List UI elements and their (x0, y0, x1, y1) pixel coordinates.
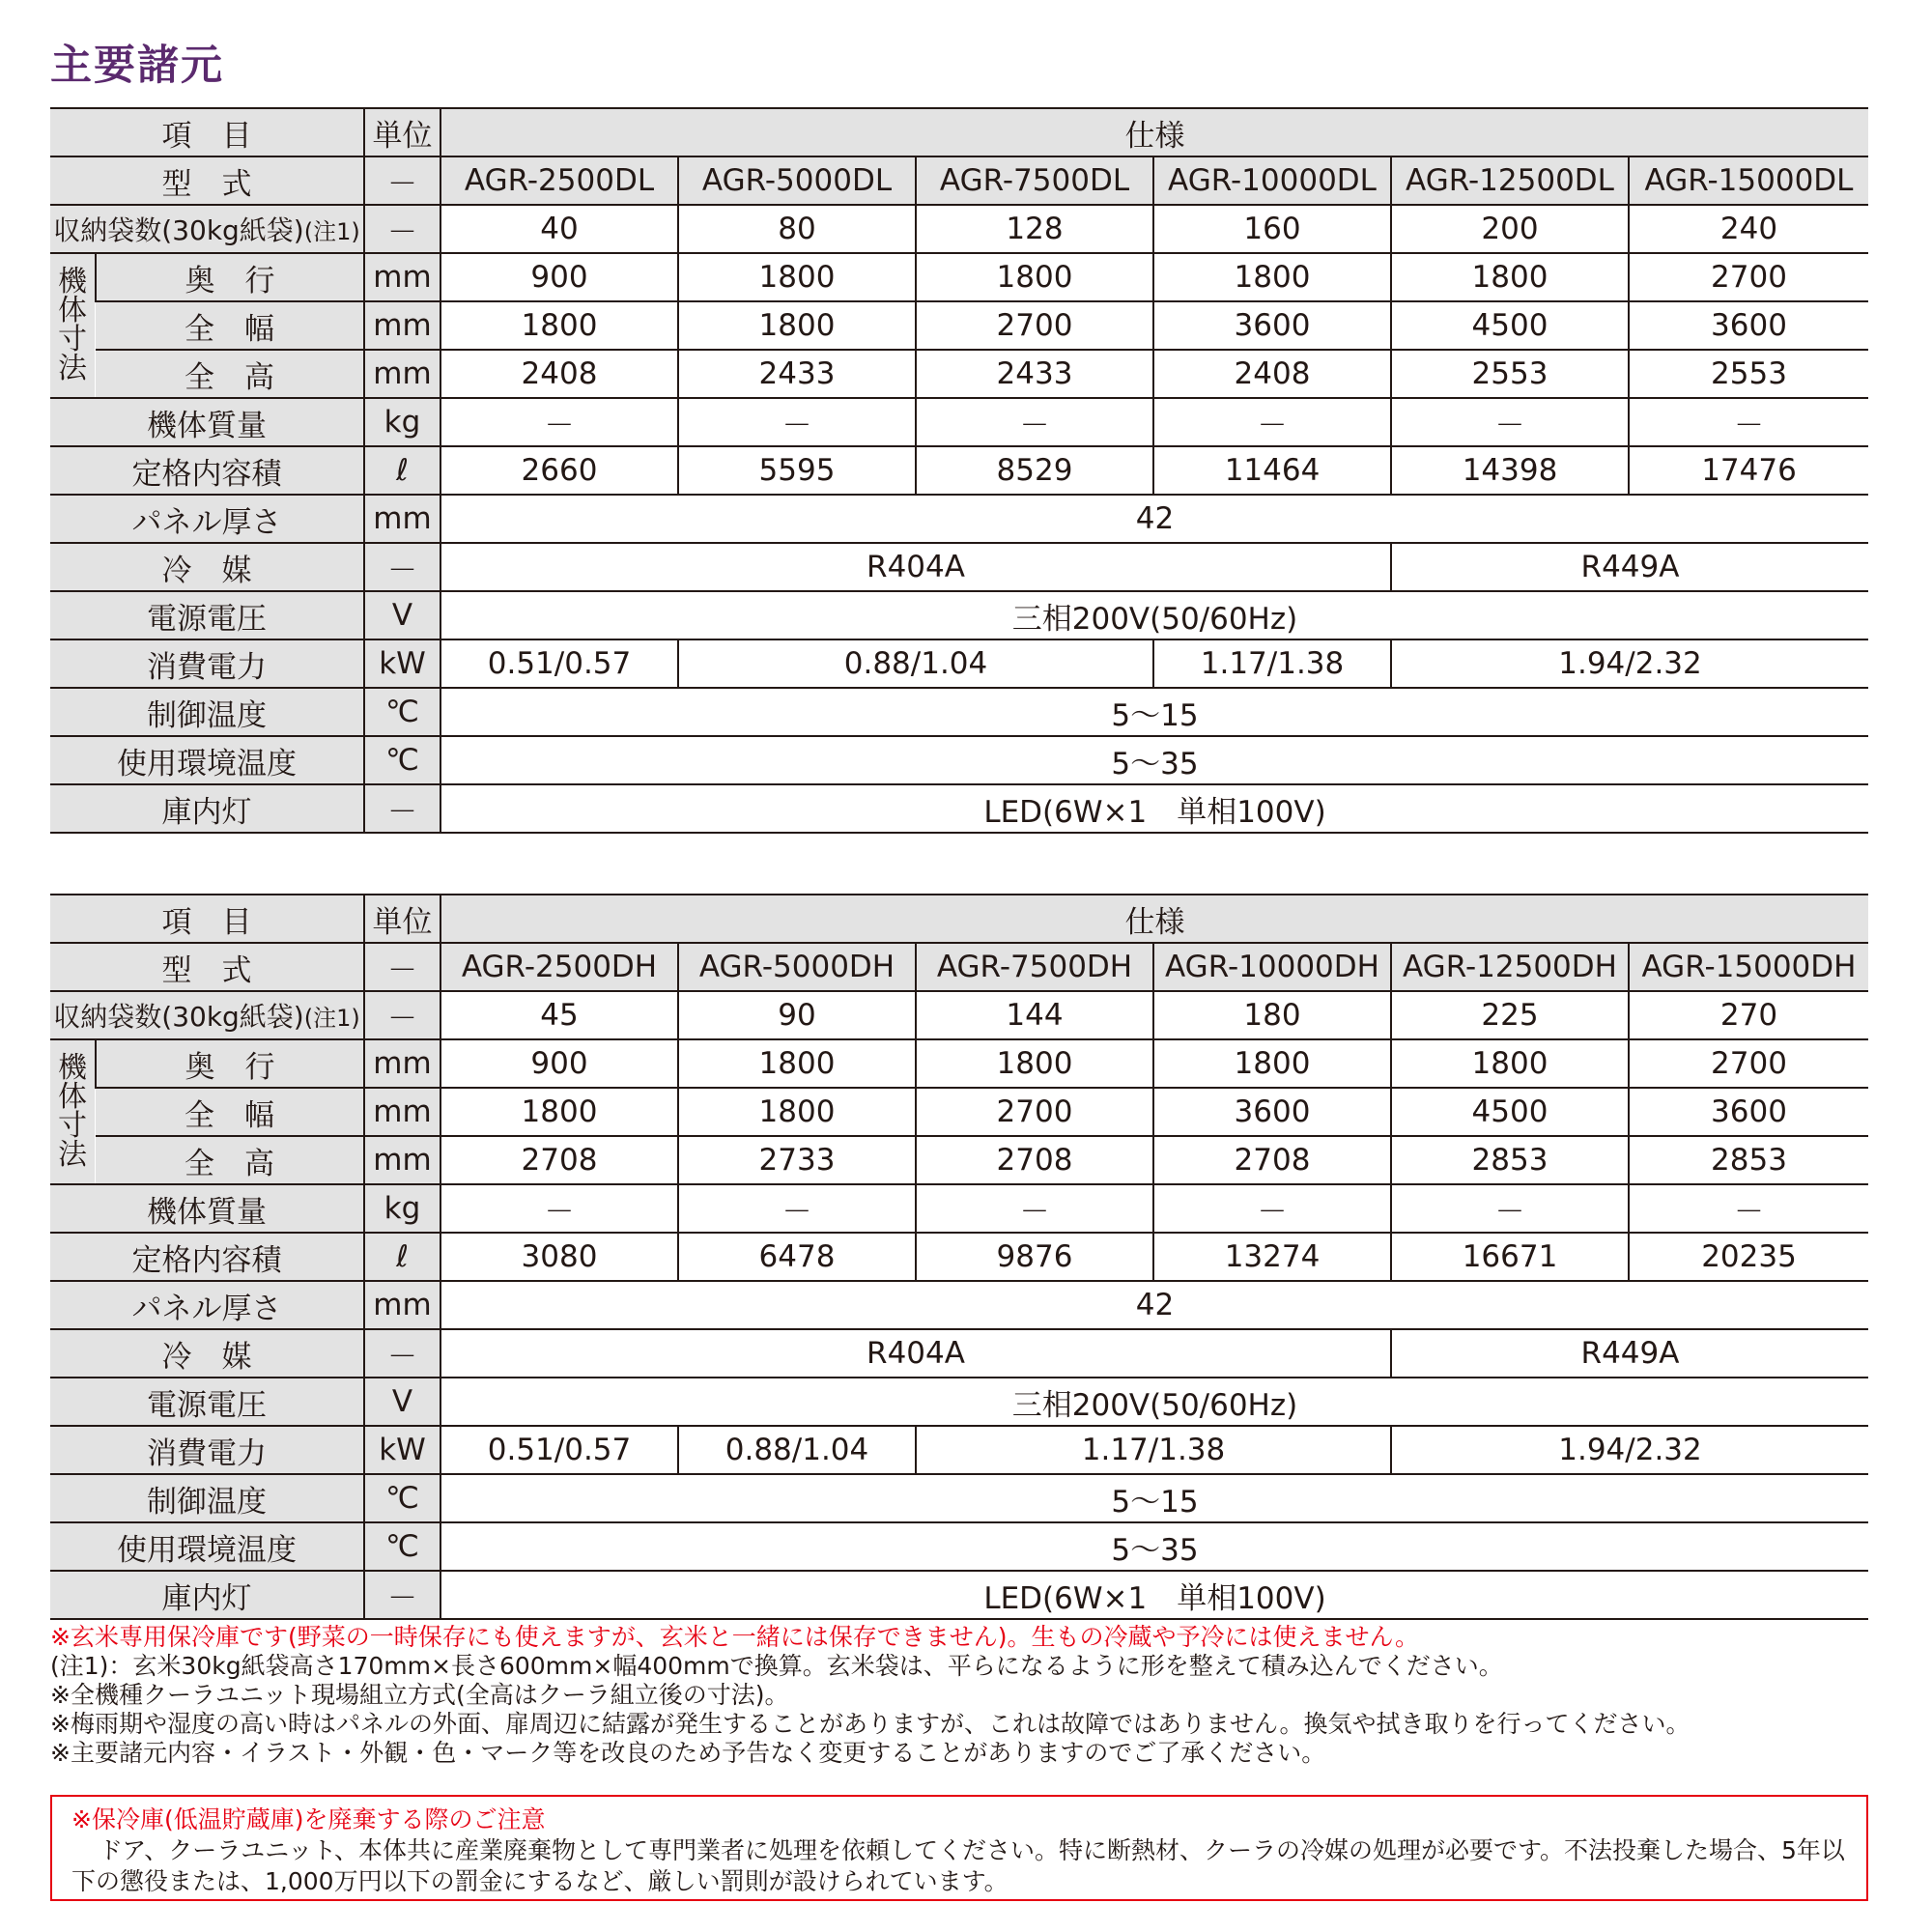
voltage-value: 三相200V(50/60Hz) (440, 591, 1868, 639)
width-value: 3600 (1629, 301, 1868, 350)
mass-value: － (678, 1184, 916, 1233)
depth-value: 900 (440, 253, 678, 301)
bags-unit: － (364, 991, 440, 1039)
mass-value: － (1629, 398, 1868, 446)
refrigerant-row (50, 1329, 1868, 1378)
power-unit: kW (364, 1426, 440, 1474)
width-value: 1800 (678, 1088, 916, 1136)
volume-value: 6478 (678, 1233, 916, 1281)
height-row (50, 350, 1868, 398)
model-name: AGR-5000DL (678, 156, 916, 205)
note-2: ※全機種クーラユニット現場組立方式(全高はクーラ組立後の寸法)。 (50, 1681, 789, 1709)
depth-value: 2700 (1629, 253, 1868, 301)
model-name: AGR-5000DH (678, 943, 916, 991)
voltage-row (50, 1378, 1868, 1426)
model-name: AGR-7500DH (916, 943, 1153, 991)
width-row (50, 301, 1868, 350)
voltage-unit: V (364, 1378, 440, 1426)
depth-label: 奥 行 (96, 1039, 364, 1088)
power-row (50, 639, 1868, 688)
width-value: 1800 (440, 1088, 678, 1136)
env-temp-label: 使用環境温度 (50, 736, 364, 784)
volume-value: 17476 (1629, 446, 1868, 495)
refrigerant-value-a: R404A (440, 1329, 1391, 1378)
bags-unit: － (364, 205, 440, 253)
voltage-value: 三相200V(50/60Hz) (440, 1378, 1868, 1426)
bags-value: 80 (678, 205, 916, 253)
control-temp-label: 制御温度 (50, 688, 364, 736)
bags-value: 40 (440, 205, 678, 253)
width-unit: mm (364, 301, 440, 350)
env-temp-label: 使用環境温度 (50, 1522, 364, 1571)
power-value: 0.51/0.57 (440, 1426, 678, 1474)
depth-value: 1800 (1153, 1039, 1391, 1088)
mass-value: － (1629, 1184, 1868, 1233)
depth-value: 1800 (916, 253, 1153, 301)
power-unit: kW (364, 639, 440, 688)
env-temp-unit: ℃ (364, 1522, 440, 1571)
height-value: 2853 (1629, 1136, 1868, 1184)
height-row (50, 1136, 1868, 1184)
power-value: 1.94/2.32 (1391, 639, 1868, 688)
depth-label: 奥 行 (96, 253, 364, 301)
env-temp-row (50, 736, 1868, 784)
bags-value: 225 (1391, 991, 1629, 1039)
model-name: AGR-12500DH (1391, 943, 1629, 991)
voltage-label: 電源電圧 (50, 1378, 364, 1426)
refrigerant-value-b: R449A (1391, 543, 1868, 591)
volume-value: 3080 (440, 1233, 678, 1281)
unit-header: 単位 (364, 108, 440, 156)
bags-label: 収納袋数(30kg紙袋)(注1) (50, 991, 364, 1039)
lamp-label: 庫内灯 (50, 784, 364, 833)
model-name: AGR-15000DH (1629, 943, 1868, 991)
mass-value: － (678, 398, 916, 446)
width-value: 4500 (1391, 301, 1629, 350)
bags-value: 180 (1153, 991, 1391, 1039)
panel-label: パネル厚さ (50, 1281, 364, 1329)
lamp-label: 庫内灯 (50, 1571, 364, 1619)
dimensions-group-label: 機 体 寸 法 (50, 253, 96, 398)
bags-value: 90 (678, 991, 916, 1039)
volume-value: 2660 (440, 446, 678, 495)
lamp-unit: － (364, 784, 440, 833)
volume-label: 定格内容積 (50, 1233, 364, 1281)
bags-value: 144 (916, 991, 1153, 1039)
volume-value: 5595 (678, 446, 916, 495)
control-temp-row (50, 688, 1868, 736)
bags-value: 160 (1153, 205, 1391, 253)
height-value: 2708 (1153, 1136, 1391, 1184)
height-label: 全 高 (96, 350, 364, 398)
width-value: 3600 (1629, 1088, 1868, 1136)
panel-unit: mm (364, 495, 440, 543)
model-name: AGR-10000DL (1153, 156, 1391, 205)
volume-value: 13274 (1153, 1233, 1391, 1281)
depth-value: 1800 (916, 1039, 1153, 1088)
lamp-unit: － (364, 1571, 440, 1619)
volume-row (50, 446, 1868, 495)
panel-unit: mm (364, 1281, 440, 1329)
panel-value: 42 (440, 1281, 1868, 1329)
height-value: 2853 (1391, 1136, 1629, 1184)
volume-value: 8529 (916, 446, 1153, 495)
power-label: 消費電力 (50, 1426, 364, 1474)
width-value: 1800 (678, 301, 916, 350)
depth-value: 1800 (678, 253, 916, 301)
width-value: 3600 (1153, 1088, 1391, 1136)
disposal-title: ※保冷庫(低温貯蔵庫)を廃棄する際のご注意 (71, 1805, 546, 1833)
mass-value: － (916, 398, 1153, 446)
height-label: 全 高 (96, 1136, 364, 1184)
model-name: AGR-2500DL (440, 156, 678, 205)
volume-label: 定格内容積 (50, 446, 364, 495)
refrigerant-label: 冷 媒 (50, 1329, 364, 1378)
height-value: 2708 (916, 1136, 1153, 1184)
volume-row (50, 1233, 1868, 1281)
width-value: 2700 (916, 1088, 1153, 1136)
power-label: 消費電力 (50, 639, 364, 688)
model-row (50, 156, 1868, 205)
depth-value: 900 (440, 1039, 678, 1088)
width-value: 2700 (916, 301, 1153, 350)
panel-row (50, 1281, 1868, 1329)
refrigerant-label: 冷 媒 (50, 543, 364, 591)
height-value: 2408 (440, 350, 678, 398)
unit-header: 単位 (364, 895, 440, 943)
width-value: 3600 (1153, 301, 1391, 350)
note-red: ※玄米専用保冷庫です(野菜の一時保存にも使えますが、玄米と一緒には保存できません)。生もの冷蔵や予冷には使えません。 (50, 1623, 1419, 1651)
height-value: 2408 (1153, 350, 1391, 398)
height-value: 2553 (1629, 350, 1868, 398)
note-3: ※梅雨期や湿度の高い時はパネルの外面、扉周辺に結露が発生することがありますが、これは故障ではありません。換気や拭き取りを行ってください。 (50, 1710, 1690, 1738)
model-name: AGR-7500DL (916, 156, 1153, 205)
bags-value: 45 (440, 991, 678, 1039)
item-header: 項 目 (50, 895, 364, 943)
depth-value: 2700 (1629, 1039, 1868, 1088)
width-label: 全 幅 (96, 301, 364, 350)
voltage-label: 電源電圧 (50, 591, 364, 639)
volume-value: 11464 (1153, 446, 1391, 495)
volume-value: 14398 (1391, 446, 1629, 495)
control-temp-unit: ℃ (364, 688, 440, 736)
volume-value: 20235 (1629, 1233, 1868, 1281)
mass-row (50, 1184, 1868, 1233)
control-temp-row (50, 1474, 1868, 1522)
mass-value: － (916, 1184, 1153, 1233)
panel-row (50, 495, 1868, 543)
refrigerant-row (50, 543, 1868, 591)
spec-table-dl (50, 107, 1868, 834)
control-temp-value: 5〜15 (440, 1474, 1868, 1522)
mass-unit: kg (364, 1184, 440, 1233)
bags-label: 収納袋数(30kg紙袋)(注1) (50, 205, 364, 253)
power-value: 1.17/1.38 (916, 1426, 1391, 1474)
bags-value: 270 (1629, 991, 1868, 1039)
volume-unit: ℓ (364, 446, 440, 495)
lamp-value: LED(6W×1 単相100V) (440, 1571, 1868, 1619)
mass-value: － (1153, 398, 1391, 446)
model-name: AGR-12500DL (1391, 156, 1629, 205)
note-1: (注1)：玄米30kg紙袋高さ170mm×長さ600mm×幅400mmで換算。玄米袋は、平らになるように形を整えて積み込んでください。 (50, 1652, 1503, 1680)
refrigerant-unit: － (364, 543, 440, 591)
model-row (50, 943, 1868, 991)
power-value: 1.94/2.32 (1391, 1426, 1868, 1474)
spec-header: 仕様 (440, 895, 1868, 943)
mass-value: － (1391, 398, 1629, 446)
model-name: AGR-15000DL (1629, 156, 1868, 205)
mass-value: － (440, 1184, 678, 1233)
mass-value: － (1153, 1184, 1391, 1233)
env-temp-row (50, 1522, 1868, 1571)
width-value: 1800 (440, 301, 678, 350)
width-row (50, 1088, 1868, 1136)
refrigerant-unit: － (364, 1329, 440, 1378)
refrigerant-value-a: R404A (440, 543, 1391, 591)
control-temp-label: 制御温度 (50, 1474, 364, 1522)
mass-value: － (1391, 1184, 1629, 1233)
lamp-value: LED(6W×1 単相100V) (440, 784, 1868, 833)
power-value: 0.88/1.04 (678, 1426, 916, 1474)
spec-header: 仕様 (440, 108, 1868, 156)
bags-value: 200 (1391, 205, 1629, 253)
env-temp-unit: ℃ (364, 736, 440, 784)
dimensions-group-label: 機 体 寸 法 (50, 1039, 96, 1184)
depth-value: 1800 (1391, 1039, 1629, 1088)
model-unit: － (364, 156, 440, 205)
spec-table-dh (50, 894, 1868, 1620)
height-unit: mm (364, 1136, 440, 1184)
lamp-row (50, 784, 1868, 833)
mass-value: － (440, 398, 678, 446)
depth-unit: mm (364, 253, 440, 301)
model-label: 型 式 (50, 943, 364, 991)
depth-value: 1800 (1153, 253, 1391, 301)
bags-row (50, 991, 1868, 1039)
height-value: 2708 (440, 1136, 678, 1184)
depth-row (50, 253, 1868, 301)
note-4: ※主要諸元内容・イラスト・外観・色・マーク等を改良のため予告なく変更することがありますのでご了承ください。 (50, 1739, 1326, 1767)
header-row (50, 895, 1868, 943)
notes (50, 1623, 1876, 1768)
model-unit: － (364, 943, 440, 991)
control-temp-unit: ℃ (364, 1474, 440, 1522)
bags-row (50, 205, 1868, 253)
volume-unit: ℓ (364, 1233, 440, 1281)
mass-label: 機体質量 (50, 398, 364, 446)
mass-unit: kg (364, 398, 440, 446)
page-title: 主要諸元 (50, 42, 224, 90)
depth-value: 1800 (1391, 253, 1629, 301)
height-value: 2433 (916, 350, 1153, 398)
height-unit: mm (364, 350, 440, 398)
height-value: 2553 (1391, 350, 1629, 398)
model-name: AGR-10000DH (1153, 943, 1391, 991)
model-label: 型 式 (50, 156, 364, 205)
power-value: 1.17/1.38 (1153, 639, 1391, 688)
depth-row (50, 1039, 1868, 1088)
width-unit: mm (364, 1088, 440, 1136)
control-temp-value: 5〜15 (440, 688, 1868, 736)
model-name: AGR-2500DH (440, 943, 678, 991)
item-header: 項 目 (50, 108, 364, 156)
power-value: 0.88/1.04 (678, 639, 1153, 688)
mass-label: 機体質量 (50, 1184, 364, 1233)
power-value: 0.51/0.57 (440, 639, 678, 688)
env-temp-value: 5〜35 (440, 1522, 1868, 1571)
disposal-body: ドア、クーラユニット、本体共に産業廃棄物として専門業者に処理を依頼してください。特に断熱材、クーラの冷媒の処理が必要です。不法投棄した場合、5年以下の懲役または、1,000万円以下の罰金にするなど、厳しい罰則が設けられています。 (71, 1836, 1845, 1895)
depth-unit: mm (364, 1039, 440, 1088)
panel-label: パネル厚さ (50, 495, 364, 543)
header-row (50, 108, 1868, 156)
disposal-notice (50, 1795, 1868, 1901)
height-value: 2733 (678, 1136, 916, 1184)
refrigerant-value-b: R449A (1391, 1329, 1868, 1378)
mass-row (50, 398, 1868, 446)
lamp-row (50, 1571, 1868, 1619)
voltage-unit: V (364, 591, 440, 639)
bags-value: 240 (1629, 205, 1868, 253)
panel-value: 42 (440, 495, 1868, 543)
env-temp-value: 5〜35 (440, 736, 1868, 784)
height-value: 2433 (678, 350, 916, 398)
volume-value: 16671 (1391, 1233, 1629, 1281)
depth-value: 1800 (678, 1039, 916, 1088)
bags-value: 128 (916, 205, 1153, 253)
power-row (50, 1426, 1868, 1474)
width-label: 全 幅 (96, 1088, 364, 1136)
voltage-row (50, 591, 1868, 639)
width-value: 4500 (1391, 1088, 1629, 1136)
volume-value: 9876 (916, 1233, 1153, 1281)
